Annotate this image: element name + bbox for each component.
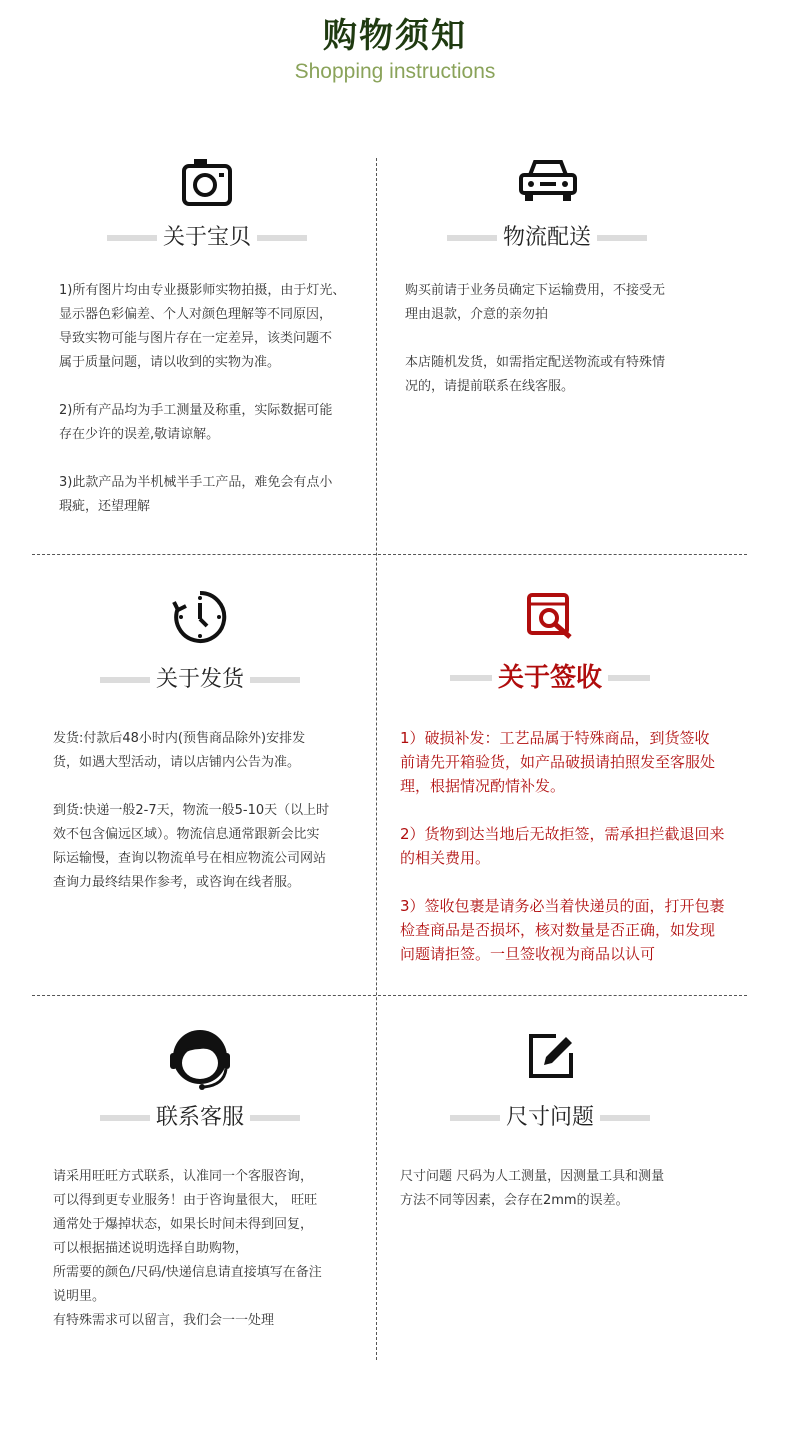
section-paragraph: 尺寸问题 尺码为人工测量，因测量工具和测量 方法不同等因素，会存在2mm的误差。 xyxy=(400,1169,665,1208)
section-body-size xyxy=(400,1165,740,1237)
section-paragraph: 发货:付款后48小时内(预售商品除外)安排发 货，如遇大型活动，请以店铺内公告为准。 xyxy=(53,731,306,770)
section-paragraph: 购买前请于业务员确定下运输费用，不接受无 理由退款，介意的亲勿拍 xyxy=(405,283,666,322)
section-body-service xyxy=(53,1165,373,1357)
section-body-receipt xyxy=(400,726,750,990)
section-paragraph: 3）签收包裹是请务必当着快递员的面，打开包裹 检查商品是否损坏，核对数量是否正确，如发现 问题请拒签。一旦签收视为商品以认可 xyxy=(400,897,725,963)
section-paragraph: 到货:快递一般2-7天，物流一般5-10天（以上时 效不包含偏远区域）。物流信息通常跟新会比实 际运输慢，查询以物流单号在相应物流公司网站 查询力最终结果作参考，或咨询在线者服。 xyxy=(53,803,330,890)
section-paragraph: 3)此款产品为半机械半手工产品，难免会有点小 瑕疵，还望理解 xyxy=(59,475,333,514)
section-paragraph: 1）破损补发：工艺品属于特殊商品，到货签收 前请先开箱验货，如产品破损请拍照发至客服处 理，根据情况酌情补发。 xyxy=(400,729,716,795)
page-title: 购物须知 xyxy=(323,16,467,56)
section-paragraph: 1)所有图片均由专业摄影师实物拍摄，由于灯光、 显示器色彩偏差、个人对颜色理解等不同原因， 导致实物可能与图片存在一定差异，该类问题不 属于质量问题，请以收到的实物为准。 xyxy=(59,283,346,370)
car-icon xyxy=(518,157,578,209)
section-heading-receipt: 关于签收 xyxy=(450,658,650,698)
page-subtitle: Shopping instructions xyxy=(294,60,496,83)
horizontal-divider xyxy=(32,995,747,996)
horizontal-divider xyxy=(32,554,747,555)
section-heading-baby: 关于宝贝 xyxy=(107,218,307,258)
section-heading-service: 联系客服 xyxy=(100,1098,300,1138)
section-paragraph: 2）货物到达当地后无故拒签，需承担拦截退回来 的相关费用。 xyxy=(400,825,725,867)
section-body-baby xyxy=(59,279,369,543)
section-heading-logistics: 物流配送 xyxy=(447,218,647,258)
camera-icon xyxy=(181,157,233,211)
edit-icon xyxy=(528,1033,574,1083)
clock-icon xyxy=(171,588,229,650)
section-paragraph: 本店随机发货，如需指定配送物流或有特殊情 况的，请提前联系在线客服。 xyxy=(405,355,666,394)
customer-service-icon xyxy=(168,1027,232,1095)
section-paragraph: 2)所有产品均为手工测量及称重，实际数据可能 存在少许的误差,敬请谅解。 xyxy=(59,403,333,442)
section-paragraph: 请采用旺旺方式联系，认准同一个客服咨询， 可以得到更专业服务！由于咨询量很大， 旺旺 通常处于爆掉状态，如果长时间未得到回复， 可以根据描述说明选择自助购物， 所需要的颜色/尺码/快递信息请直接填写在备注 说明里。 有特殊需求可以留言，我们会一一处理 xyxy=(53,1169,322,1328)
section-heading-shipping: 关于发货 xyxy=(100,660,300,700)
vertical-divider xyxy=(376,158,377,1360)
section-body-logistics xyxy=(405,279,735,423)
section-heading-size: 尺寸问题 xyxy=(450,1098,650,1138)
section-body-shipping xyxy=(53,727,368,919)
inspect-package-icon xyxy=(526,592,574,644)
